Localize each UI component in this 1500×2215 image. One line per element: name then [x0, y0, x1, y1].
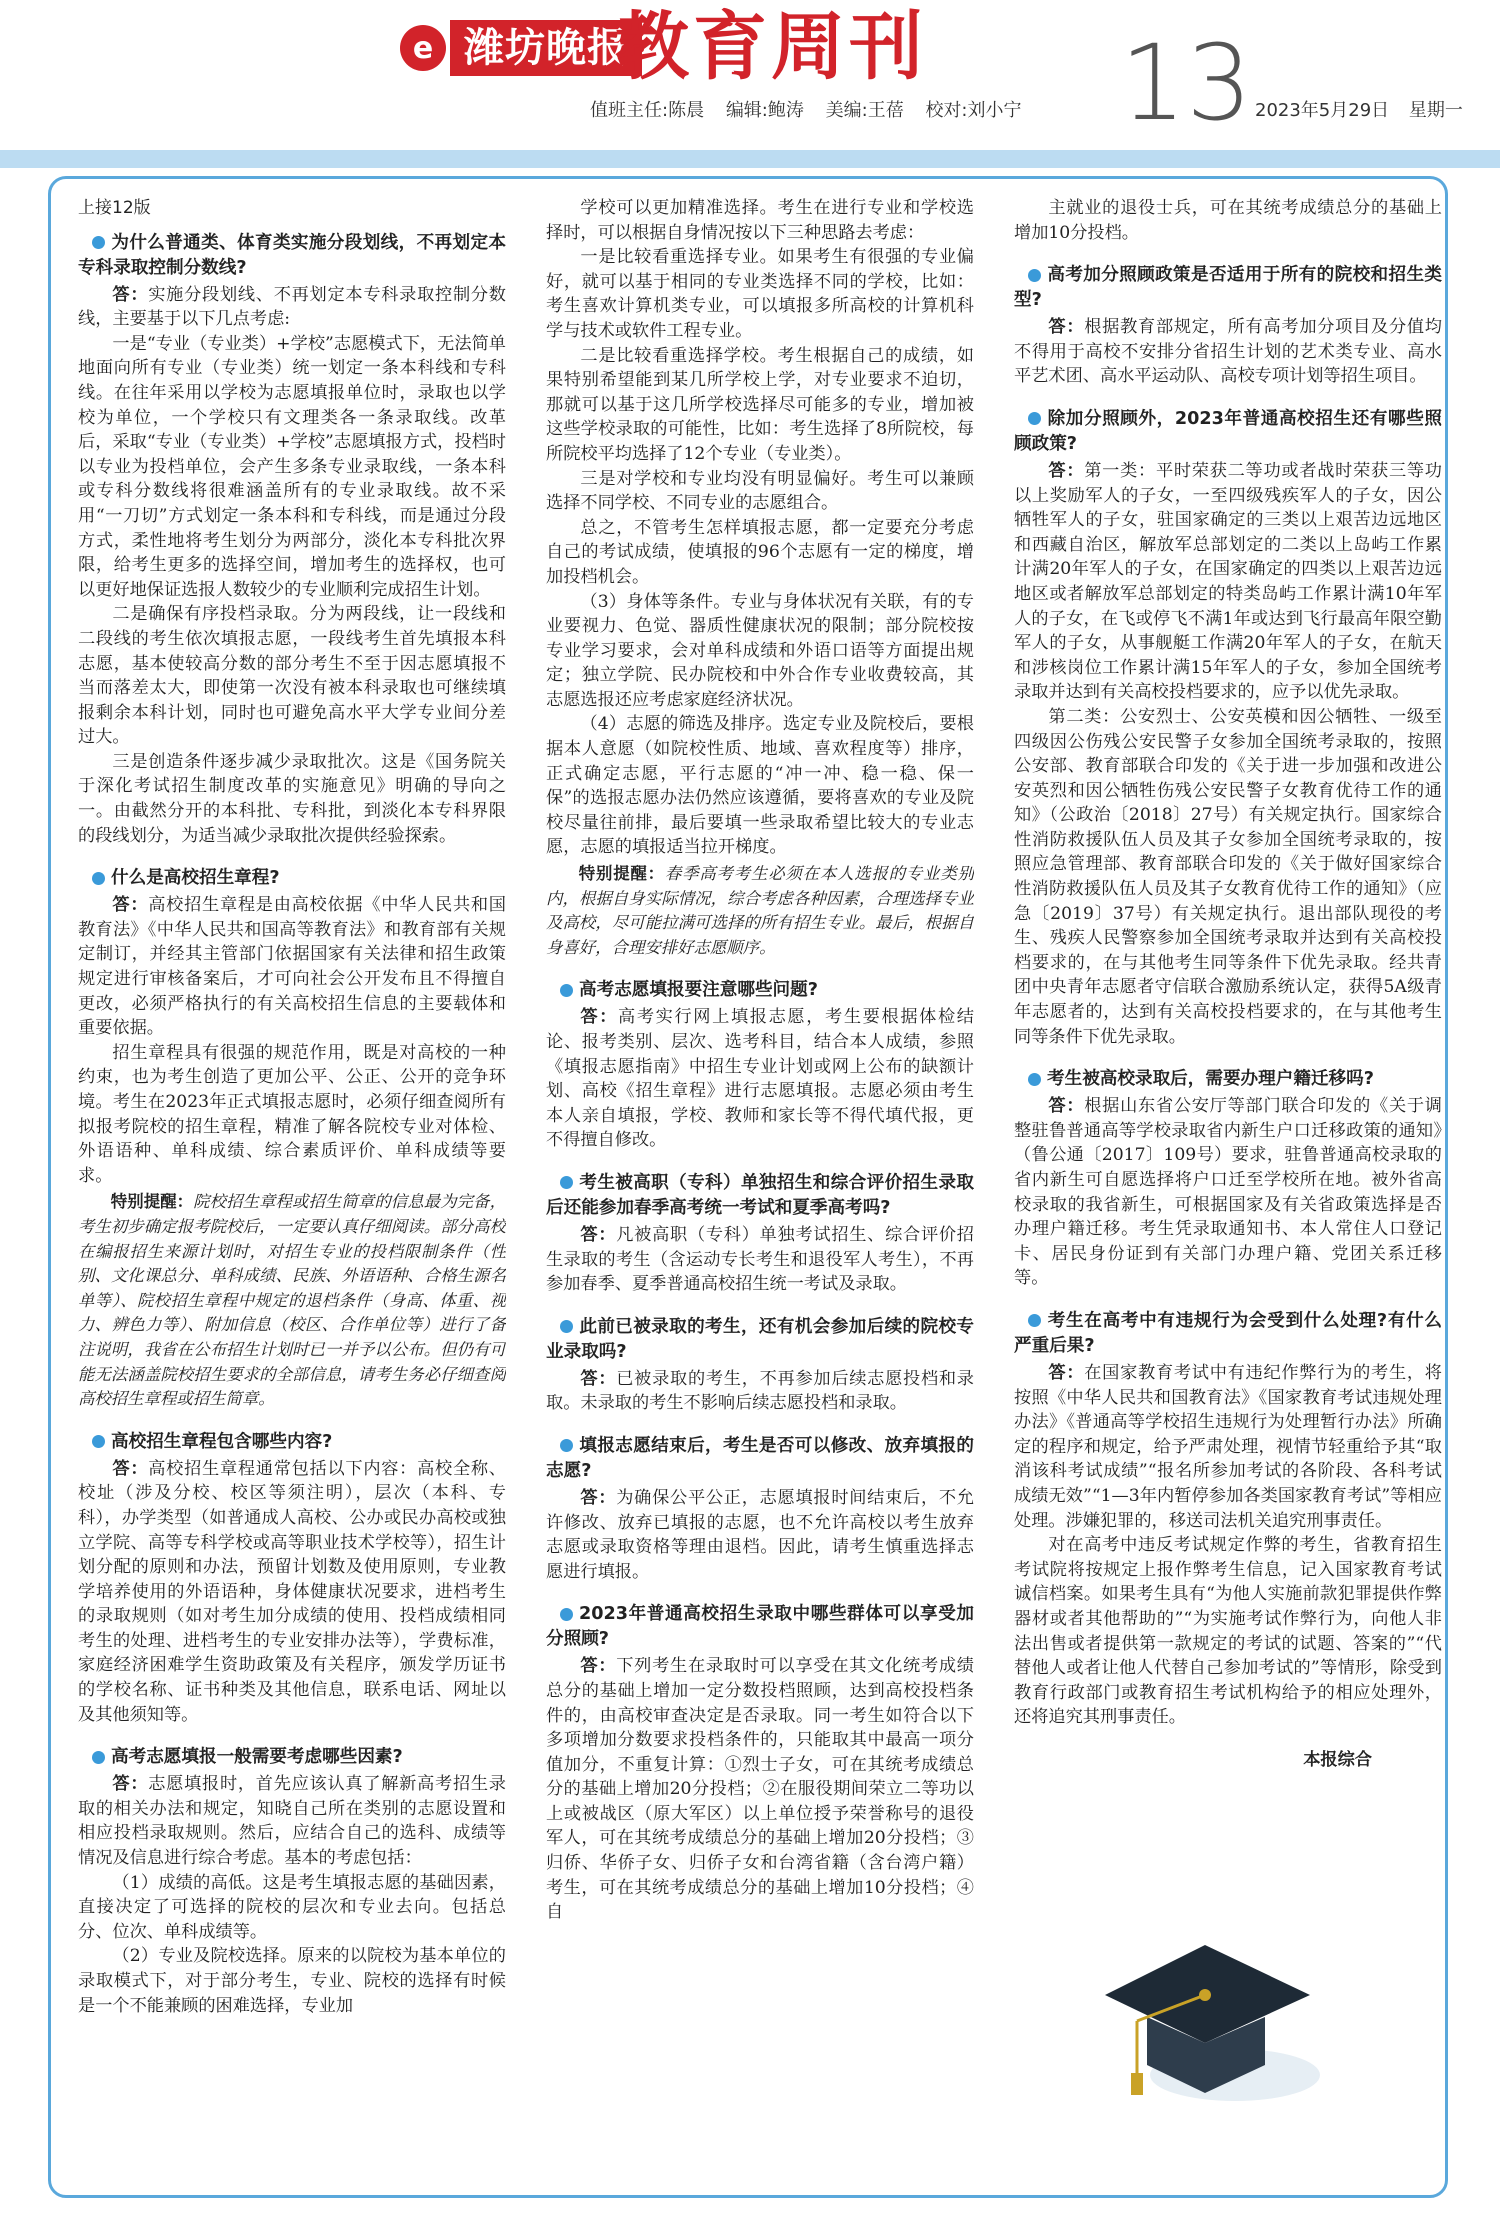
bullet-dot-icon — [560, 1608, 573, 1621]
bullet-dot-icon — [92, 236, 105, 249]
answer-label: 答： — [112, 1458, 149, 1479]
question — [546, 1434, 974, 1484]
question — [546, 978, 974, 1003]
question — [78, 1430, 506, 1455]
answer-text: 实施分段划线、不再划定本专科录取控制分数线，主要基于以下几点考虑: — [78, 284, 506, 330]
answer-text: 下列考生在录取时可以享受在其文化统考成绩总分的基础上增加一定分数投档照顾，达到高校投档条件的，由高校审查决定是否录取。同一考生如符合以下多项增加分数要求投档条件的，只能取其中最高一项分值加分，不重复计算：①烈士子女，可在其统考成绩总分的基础上增加20分投档；②在服役期间荣立二等功以上或被战区（原大军区）以上单位授予荣誉称号的退役军人，可在其统考成绩总分的基础上增加20分投档；③归侨、华侨子女、归侨子女和台湾省籍（含台湾户籍）考生，可在其统考成绩总分的基础上增加10分投档；④自 — [546, 1656, 974, 1923]
answer-label: 答： — [580, 1487, 617, 1508]
question-text: 为什么普通类、体育类实施分段划线，不再划定本专科录取控制分数线? — [78, 232, 506, 278]
question — [78, 1745, 506, 1770]
qa-block — [546, 1171, 974, 1297]
column-2 — [546, 196, 974, 2191]
bullet-dot-icon — [1028, 412, 1041, 425]
answer-label: 答： — [580, 1224, 617, 1245]
question — [546, 1315, 974, 1365]
answer-label: 答： — [112, 284, 149, 305]
body-paragraph: 一是比较看重选择专业。如果考生有很强的专业偏好，就可以基于相同的专业类选择不同的学校，比如：考生喜欢计算机类专业，可以填报多所高校的计算机科学与技术或软件工程专业。 — [546, 247, 974, 341]
answer-paragraph — [546, 1367, 974, 1416]
body-paragraph: （4）志愿的筛选及排序。选定专业及院校后，要根据本人意愿（如院校性质、地域、喜欢程度等）排序，正式确定志愿，平行志愿的“冲一冲、稳一稳、保一保”的选报志愿办法仍然应该遵循，要将喜欢的专业及院校尽量往前排，最后要填一些录取希望比较大的专业志愿，志愿的填报适当拉开梯度。 — [546, 714, 974, 858]
qa-block — [1014, 1309, 1442, 1730]
bullet-dot-icon — [92, 872, 105, 885]
question-text: 填报志愿结束后，考生是否可以修改、放弃填报的志愿? — [546, 1435, 974, 1481]
answer-paragraph — [78, 893, 506, 1041]
question-text: 什么是高校招生章程? — [111, 868, 280, 889]
answer-label: 答： — [580, 1656, 617, 1677]
answer-text: 根据教育部规定，所有高考加分项目及分值均不得用于高校不安排分省招生计划的艺术类专业、高水平艺术团、高水平运动队、高校专项计划等招生项目。 — [1014, 317, 1442, 387]
body-paragraph: （3）身体等条件。专业与身体状况有关联，有的专业要视力、色觉、器质性健康状况的限制；部分院校按专业学习要求，会对单科成绩和外语口语等方面提出规定；独立学院、民办院校和中外合作专业收费较高，其志愿选报还应考虑家庭经济状况。 — [546, 591, 974, 710]
body-paragraph: 学校可以更加精准选择。考生在进行专业和学校选择时，可以根据自身情况按以下三种思路去考虑： — [546, 198, 974, 243]
dateline — [1255, 96, 1477, 122]
question — [1014, 263, 1442, 313]
issue-weekday: 星期一 — [1408, 100, 1463, 121]
qa-block — [78, 1745, 506, 2018]
question — [546, 1171, 974, 1221]
reminder-label: 特别提醒： — [110, 1192, 194, 1212]
answer-paragraph — [546, 1654, 974, 1925]
qa-block — [1014, 407, 1442, 1049]
column-3 — [1014, 196, 1442, 2191]
qa-block — [1014, 1067, 1442, 1291]
newspaper-logo — [400, 20, 642, 76]
body-paragraph: 二是比较看重选择学校。考生根据自己的成绩，如果特别希望能到某几所学校上学，对专业要求不迫切，那就可以基于这几所学校选择尽可能多的专业，增加被这些学校录取的可能性，比如：考生选择了8所院校，每所院校平均选择了12个专业（专业类）。 — [546, 345, 974, 464]
answer-paragraph — [1014, 1094, 1442, 1291]
answer-label: 答： — [1048, 1362, 1085, 1383]
answer-label: 答： — [1048, 460, 1085, 481]
body-paragraph: （2）专业及院校选择。原来的以院校为基本单位的录取模式下，对于部分考生，专业、院校的选择有时候是一个不能兼顾的困难选择，专业加 — [78, 1946, 506, 2016]
question — [1014, 407, 1442, 457]
continued-from: 上接12版 — [78, 198, 151, 218]
question-text: 高考志愿填报要注意哪些问题? — [579, 980, 818, 1001]
bullet-dot-icon — [560, 1176, 573, 1189]
qa-block — [1014, 263, 1442, 389]
body-paragraph: （1）成绩的高低。这是考生填报志愿的基础因素，直接决定了可选择的院校的层次和专业去向。包括总分、位次、单科成绩等。 — [78, 1872, 506, 1942]
bullet-dot-icon — [1028, 1073, 1041, 1086]
body-paragraph: 一是“专业（专业类）+学校”志愿模式下，无法简单地面向所有专业（专业类）统一划定一条本科线和专科线。在往年采用以学校为志愿填报单位时，录取也以学校为单位，一个学校只有文理类各一条录取线。改革后，采取“专业（专业类）+学校”志愿填报方式，投档时以专业为投档单位，会产生多条专业录取线，一条本科或专科分数线将很难涵盖所有的专业录取线。故不采用“一刀切”方式划定一条本科和专科线，而是通过分段方式，柔性地将考生划分为两部分，淡化本专科批次界限，给考生更多的选择空间，增加考生的选择权，也可以更好地保证选报人数较少的专业顺利完成招生计划。 — [78, 333, 506, 600]
bullet-dot-icon — [560, 1439, 573, 1452]
newspaper-name: 潍坊晚报 — [450, 20, 642, 76]
answer-label: 答： — [580, 1368, 617, 1389]
reminder-label: 特别提醒： — [578, 864, 665, 884]
qa-block — [78, 1430, 506, 1728]
qa-block — [78, 866, 506, 1411]
body-paragraph: 招生章程具有很强的规范作用，既是对高校的一种约束，也为考生创造了更加公平、公正、公开的竞争环境。考生在2023年正式填报志愿时，必须仔细查阅所有拟报考院校的招生章程，精准了解各院校专业对体检、外语语种、单科成绩、综合素质评价、单科成绩等要求。 — [78, 1042, 506, 1186]
question-text: 此前已被录取的考生，还有机会参加后续的院校专业录取吗? — [546, 1316, 974, 1362]
answer-text: 凡被高职（专科）单独考试招生、综合评价招生录取的考生（含运动专长考生和退役军人考生），不再参加春季、夏季普通高校招生统一考试及录取。 — [546, 1224, 974, 1295]
bullet-dot-icon — [92, 1751, 105, 1764]
answer-text: 为确保公平公正，志愿填报时间结束后，不允许修改、放弃已填报的志愿，也不允许高校以考生放弃志愿或录取资格等理由退档。因此，请考生慎重选择志愿进行填报。 — [546, 1487, 974, 1582]
qa-block — [546, 1434, 974, 1584]
qa-block — [78, 231, 506, 849]
staff-credit: 编辑:鲍涛 — [725, 100, 804, 121]
article-source: 本报综合 — [1303, 1749, 1372, 1770]
logo-mark-icon: e — [400, 25, 446, 71]
continued-section — [546, 196, 974, 960]
question-text: 考生被高校录取后，需要办理户籍迁移吗? — [1047, 1069, 1374, 1090]
answer-paragraph — [546, 1486, 974, 1584]
answer-text: 第一类：平时荣获二等功或者战时荣获三等功以上奖励军人的子女，一至四级残疾军人的子女，因公牺牲军人的子女，驻国家确定的三类以上艰苦边远地区和西藏自治区，解放军总部划定的二类以上岛屿工作累计满20年军人的子女，在国家确定的四类以上艰苦边远地区或者解放军总部划定的特类岛屿工作累计满10年军人的子女，在飞或停飞不满1年或达到飞行最高年限空勤军人的子女，从事舰艇工作满20年军人的子女，在航天和涉核岗位工作累计满15年军人的子女，参加全国统考录取并达到有关高校投档要求的，应予以优先录取。 — [1014, 460, 1442, 703]
answer-text: 根据山东省公安厅等部门联合印发的《关于调整驻鲁普通高等学校录取省内新生户口迁移政策的通知》（鲁公通〔2017〕109号）要求，驻鲁普通高校录取的省内新生可自愿选择将户口迁至学校所在地。被外省高校录取的我省新生，可根据国家及有关省政策选择是否办理户籍迁移。考生凭录取通知书、本人常住人口登记卡、居民身份证到有关部门办理户籍、党团关系迁移等。 — [1014, 1096, 1442, 1289]
question-text: 高考加分照顾政策是否适用于所有的院校和招生类型? — [1014, 265, 1442, 311]
page-number: 13 — [1120, 22, 1253, 144]
staff-credits — [590, 96, 1038, 122]
question-text: 高考志愿填报一般需要考虑哪些因素? — [111, 1747, 403, 1768]
special-reminder — [78, 1190, 506, 1411]
body-paragraph: 三是对学校和专业均没有明显偏好。考生可以兼顾选择不同学校、不同专业的志愿组合。 — [546, 468, 974, 514]
body-paragraph: 第二类：公安烈士、公安英模和因公牺牲、一级至四级因公伤残公安民警子女参加全国统考录取的，按照公安部、教育部联合印发的《关于进一步加强和改进公安英烈和因公牺牲伤残公安民警子女教育优待工作的通知》（公政治〔2018〕27号）有关规定执行。国家综合性消防救援队伍人员及其子女参加全国统考录取的，按照应急管理部、教育部联合印发的《关于做好国家综合性消防救援队伍人员及其子女教育优待工作的通知》（应急〔2019〕37号）有关规定执行。退出部队现役的考生、残疾人民警察参加全国统考录取并达到有关高校投档要求的，在与其他考生同等条件下优先录取。经共青团中央青年志愿者守信联合激励系统认定，获得5A级青年志愿者的，达到有关高校投档要求的，在与其他考生同等条件下优先录取。 — [1014, 706, 1442, 1047]
answer-label: 答： — [112, 895, 149, 916]
staff-credit: 值班主任:陈晨 — [590, 100, 705, 121]
reminder-text: 院校招生章程或招生简章的信息最为完备，考生初步确定报考院校后，一定要认真仔细阅读。部分高校在编报招生来源计划时，对招生专业的投档限制条件（性别、文化课总分、单科成绩、民族、外语语种、合格生源名单等）、院校招生章程中规定的退档条件（身高、体重、视力、辨色力等）、附加信息（校区、合作单位等）进行了备注说明，我省在公布招生计划时已一并予以公布。但仍有可能无法涵盖院校招生要求的全部信息，请考生务必仔细查阅高校招生章程或招生简章。 — [78, 1192, 506, 1409]
answer-paragraph — [78, 1457, 506, 1728]
question — [78, 866, 506, 891]
reminder-text: 春季高考考生必须在本人选报的专业类别内，根据自身实际情况，综合考虑各种因素，合理选择专业及高校，尽可能拉满可选择的所有招生专业。最后，根据自身喜好，合理安排好志愿顺序。 — [546, 864, 974, 957]
question-text: 高校招生章程包含哪些内容? — [111, 1431, 333, 1452]
answer-text: 高校招生章程通常包括以下内容：高校全称、校址（涉及分校、校区等须注明），层次（本科、专科），办学类型（如普通成人高校、公办或民办高校或独立学院、高等专科学校或高等职业技术学校等），招生计划分配的原则和办法，预留计划数及使用原则，专业教学培养使用的外语语种，身体健康状况要求，进档考生的录取规则（如对考生加分成绩的使用、投档成绩相同考生的处理、进档考生的专业安排办法等），学费标准，家庭经济困难学生资助政策及有关程序，颁发学历证书的学校名称、证书种类及其他信息，联系电话、网址以及其他须知等。 — [78, 1458, 506, 1725]
answer-paragraph — [78, 1772, 506, 1870]
answer-paragraph — [1014, 1361, 1442, 1533]
issue-date: 2023年5月29日 — [1255, 100, 1390, 121]
answer-text: 高考实行网上填报志愿，考生要根据体检结论、报考类别、层次、选考科目，结合本人成绩，参照《填报志愿指南》中招生专业计划或网上公布的缺额计划、高校《招生章程》进行志愿填报。志愿必须由考生本人亲自填报，学校、教师和家长等不得代填代报，更不得擅自修改。 — [546, 1007, 974, 1151]
body-paragraph: 对在高考中违反考试规定作弊的考生，省教育招生考试院将按规定上报作弊考生信息，记入国家教育考试诚信档案。如果考生具有“为他人实施前款犯罪提供作弊器材或者其他帮助的”“为实施考试作弊行为，向他人非法出售或者提供第一款规定的考试的试题、答案的”“代替他人或者让他人代替自己参加考试的”等情形，除受到教育行政部门或教育招生考试机构给予的相应处理外，还将追究其刑事责任。 — [1014, 1535, 1442, 1728]
staff-credit: 校对:刘小宁 — [925, 100, 1022, 121]
body-paragraph: 主就业的退役士兵，可在其统考成绩总分的基础上增加10分投档。 — [1014, 198, 1442, 243]
article-body — [78, 196, 1444, 2191]
question-text: 除加分照顾外，2023年普通高校招生还有哪些照顾政策? — [1014, 408, 1442, 454]
body-paragraph: 三是创造条件逐步减少录取批次。这是《国务院关于深化考试招生制度改革的实施意见》明确的导向之一。由截然分开的本科批、专科批，到淡化本专科界限的段线划分，为适当减少录取批次提供经验探索。 — [78, 751, 506, 846]
qa-block — [546, 1315, 974, 1416]
answer-text: 已被录取的考生，不再参加后续志愿投档和录取。未录取的考生不影响后续志愿投档和录取。 — [546, 1368, 974, 1414]
body-paragraph: 总之，不管考生怎样填报志愿，都一定要充分考虑自己的考试成绩，使填报的96个志愿有一定的梯度，增加投档机会。 — [546, 517, 974, 587]
body-paragraph: 二是确保有序投档录取。分为两段线，让一段线和二段线的考生依次填报志愿，一段线考生首先填报本科志愿，基本使较高分数的部分考生不至于因志愿填报不当而落差太大，即使第一次没有被本科录取也可继续填报剩余本科计划，同时也可避免高水平大学专业间分差过大。 — [78, 604, 506, 748]
special-reminder — [546, 862, 974, 960]
question — [78, 231, 506, 281]
question-text: 考生被高职（专科）单独招生和综合评价招生录取后还能参加春季高考统一考试和夏季高考吗? — [546, 1172, 974, 1218]
bullet-dot-icon — [1028, 269, 1041, 282]
column-1 — [78, 196, 506, 2191]
bullet-dot-icon — [1028, 1314, 1041, 1327]
answer-paragraph — [78, 283, 506, 332]
qa-block — [546, 978, 974, 1153]
bullet-dot-icon — [560, 1320, 573, 1333]
bullet-dot-icon — [92, 1435, 105, 1448]
answer-label: 答： — [1048, 317, 1085, 338]
answer-paragraph — [1014, 315, 1442, 389]
answer-text: 高校招生章程是由高校依据《中华人民共和国教育法》《中华人民共和国高等教育法》和教育部有关规定制订，并经其主管部门依据国家有关法律和招生政策规定进行审核备案后，才可向社会公开发布且不得擅自更改，必须严格执行的有关高校招生信息的主要载体和重要依据。 — [78, 895, 506, 1039]
staff-credit: 美编:王蓓 — [825, 100, 904, 121]
bullet-dot-icon — [560, 984, 573, 997]
answer-paragraph — [1014, 459, 1442, 705]
answer-paragraph — [546, 1005, 974, 1153]
answer-label: 答： — [112, 1774, 149, 1795]
answer-label: 答： — [1048, 1096, 1085, 1117]
answer-text: 在国家教育考试中有违纪作弊行为的考生，将按照《中华人民共和国教育法》《国家教育考试违规处理办法》《普通高等学校招生违规行为处理暂行办法》所确定的程序和规定，给予严肃处理，视情节轻重给予其“取消该科考试成绩”“报名所参加考试的各阶段、各科考试成绩无效”“1—3年内暂停参加各类国家教育考试”等相应处理。涉嫌犯罪的，移送司法机关追究刑事责任。 — [1014, 1362, 1442, 1531]
question — [1014, 1067, 1442, 1092]
answer-paragraph — [546, 1223, 974, 1297]
header-divider-bar — [0, 150, 1500, 168]
section-title: 教育周刊 — [615, 4, 927, 90]
masthead — [0, 0, 1500, 168]
question — [1014, 1309, 1442, 1359]
question — [546, 1602, 974, 1652]
question-text: 考生在高考中有违规行为会受到什么处理?有什么严重后果? — [1014, 1310, 1442, 1356]
question-text: 2023年普通高校招生录取中哪些群体可以享受加分照顾? — [546, 1604, 974, 1650]
answer-text: 志愿填报时，首先应该认真了解新高考招生录取的相关办法和规定，知晓自己所在类别的志愿设置和相应投档录取规则。然后，应结合自己的选科、成绩等情况及信息进行综合考虑。基本的考虑包括： — [78, 1774, 506, 1869]
answer-label: 答： — [580, 1007, 619, 1028]
qa-block — [546, 1602, 974, 1925]
graduation-cap-icon — [1085, 1925, 1325, 2125]
continued-section — [1014, 196, 1442, 245]
